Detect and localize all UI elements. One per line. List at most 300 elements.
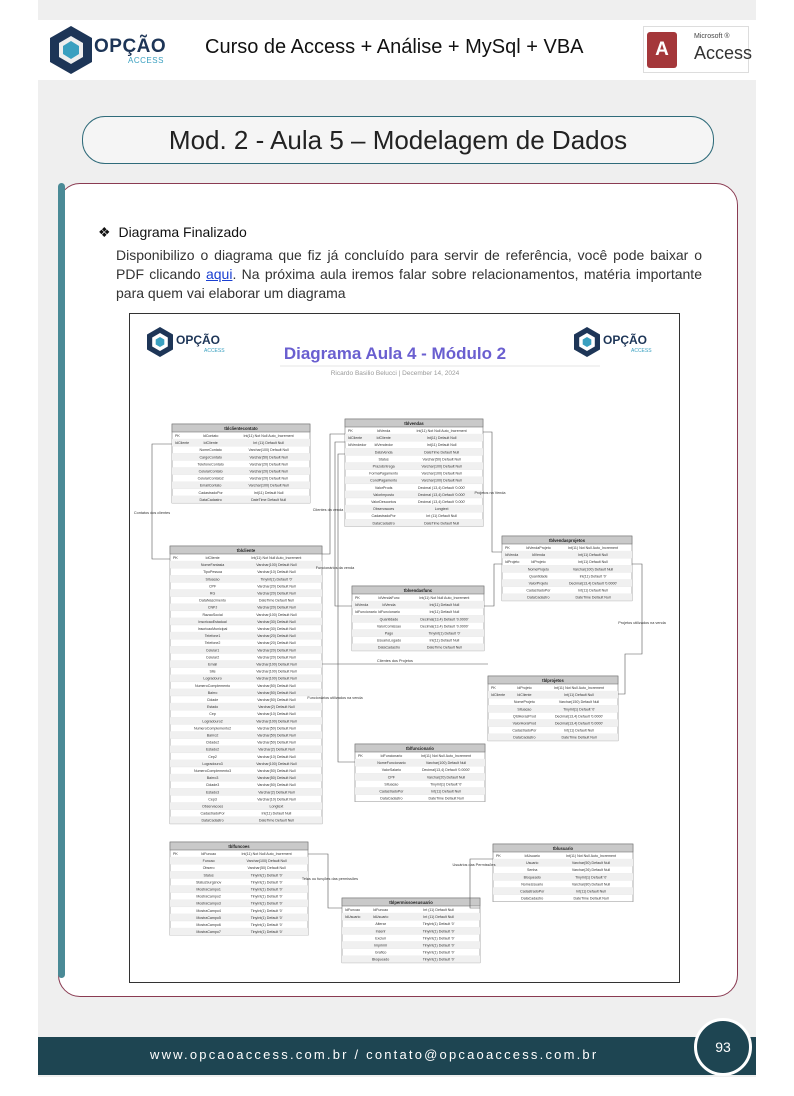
table-cell-type: Varchar(50) Default Null [257,783,296,788]
table-cell-field: IdVenda [377,429,391,433]
table-tblcliente [170,546,322,824]
table-cell-type: TinyInt(1) Default '0' [563,707,595,712]
table-cell-field: IdFuncionario [380,754,403,758]
table-cell-type: Varchar(10) Default Null [257,797,296,802]
table-cell-field: Cidade3 [205,783,220,788]
table-cell-type: Varchar(50) Default Null [257,690,296,695]
table-cell-field: Bairro [207,690,218,695]
table-cell-type: Varchar(100) Default Null [248,483,289,488]
table-cell-field: IdUsuario [372,915,389,920]
table-cell-field: Cep2 [208,754,217,759]
table-cell-field: IdVendaFunc [378,596,400,600]
table-cell-type: TinyInt(1) Default '0' [422,943,455,948]
paragraph-text-after: . Na próxima aula iremos falar sobre relacionamentos, matéria importante para quem vai elaborar um diagrama [116,266,702,301]
relationship-label: Funcionários da venda [315,566,355,570]
table-cell-type: TinyInt(1) Default '0' [250,901,283,906]
table-row-bg [170,732,322,739]
table-cell-type: Varchar(50) Default Null [257,683,296,688]
table-cell-field: CadastradoPor [520,889,545,894]
table-cell-key: IdUsuario [345,915,361,920]
table-cell-field: CargoContato [199,455,222,460]
table-cell-type: TinyInt(1) Default '0' [250,930,283,935]
table-row-bg [170,661,322,668]
table-cell-type: DateTime Default Null [251,497,287,502]
table-cell-field: ValorDescontos [371,500,397,504]
table-title-tblvendasprojetos: tblvendasprojetos [548,538,586,543]
table-cell-field: Bairro2 [206,733,219,738]
table-cell-field: DataCadastro [380,796,403,801]
table-cell-field: Status [378,457,389,462]
table-cell-type: TinyInt(1) Default '0' [428,631,461,636]
relationship-label: Usuários das Permissões [452,863,496,867]
table-cell-type: Decimal (13,4) Default '0.000' [418,492,466,497]
table-cell-type: DateTime Default Null [258,818,294,823]
table-cell-type: Int(11) Default Null [426,443,457,448]
table-row-bg [345,463,483,470]
page-number: 93 [694,1018,752,1076]
table-cell-field: ValorProds [374,485,393,490]
table-cell-type: Varchar(100) Default Null [256,676,297,681]
table-cell-field: Cidade2 [205,740,220,745]
download-pdf-link[interactable]: aqui [205,266,233,282]
table-cell-field: Funcao [202,859,215,864]
table-cell-field: CNPJ [207,605,218,610]
table-cell-field: Situacao [517,707,532,712]
table-cell-type: Varchar(50) Default Null [257,769,296,773]
diagram-brand-sub-left: ACCESS [204,348,225,354]
table-cell-field: Quantidade [379,617,399,622]
table-cell-field: Quantidade [529,574,548,579]
table-cell-field: IdVenda [382,603,396,608]
table-cell-field: IdUsuario [524,854,540,858]
er-diagram [130,314,679,982]
table-cell-type: Varchar(100) Default Null [248,448,289,453]
table-cell-type: Int (11) Default Null [253,441,284,446]
table-row-bg [172,482,310,489]
table-cell-type: Int(11) Not Null Auto_Increment [567,546,619,550]
table-row-bg [170,632,322,639]
table-cell-type: Decimal (13,4) Default '0.000' [418,500,466,504]
table-cell-type: Int(11) Default Null [429,638,460,643]
table-cell-type: Varchar(50) Default Null [257,740,296,745]
table-cell-type: Decimal(13,4) Default '0.0000' [421,768,471,773]
table-row-bg [172,453,310,460]
table-cell-field: CadastradoPor [379,789,404,794]
table-cell-field: Status [203,873,214,878]
table-cell-field: IdFuncao [201,852,217,856]
table-cell-field: Bloqueado [372,957,390,962]
table-cell-field: MostraCampo2 [196,894,221,899]
table-cell-type: TinyInt(1) Default '0' [422,957,455,962]
card-accent-bar [58,183,65,978]
table-cell-type: Varchar(20) Default Null [426,775,466,780]
relationship-line [308,854,342,908]
table-cell-type: Varchar(50) Default Null [257,733,296,738]
diamond-bullet-icon: ❖ [98,224,111,240]
table-cell-type: Int(11) Default Null [564,728,594,733]
table-row-bg [502,594,632,601]
table-cell-type: Varchar(100) Default Null [256,669,297,674]
table-row-bg [342,956,480,963]
table-row-bg [170,857,308,864]
table-cell-type: Varchar(2) Default Null [258,747,295,752]
table-cell-type: Int(11) Not Null Auto_Increment [243,434,294,438]
table-row-bg [170,717,322,724]
table-cell-type: Varchar(50) Default Null [422,457,461,462]
diagram-brand-left: OPÇÃO [176,333,221,347]
paragraph-text-before: Disponibilizo o diagrama que fiz já concluído para servir de referência, você pode baixar o PDF clicando [116,247,702,282]
table-cell-type: Int(11) Not Null Auto_Increment [553,686,605,690]
table-row-bg [352,644,484,651]
table-cell-field: Alterar [375,922,386,927]
table-cell-field: Cidade [206,698,219,702]
table-cell-key: IdCliente [175,441,190,446]
table-cell-key: IdVenda [505,553,519,558]
table-cell-field: CelularContato [198,469,223,474]
section-heading [98,224,247,241]
table-cell-key: PK [173,852,178,856]
table-row-bg [355,773,485,780]
brand-name: OPÇÃO [94,36,167,57]
table-cell-field: Estado3 [205,790,220,795]
table-cell-field: MostraCampo6 [196,923,221,927]
table-cell-field: Celular1 [205,648,220,653]
table-cell-key: IdFuncao [345,908,360,912]
table-cell-field: Logradouro2 [202,719,223,724]
table-row-bg [172,496,310,503]
table-cell-field: Estado2 [205,747,220,752]
table-cell-field: Imprimir [374,943,388,948]
table-cell-type: TinyInt(1) Default '0' [430,782,462,787]
table-cell-field: ValorHoraProd [512,721,537,726]
section-paragraph [116,246,702,303]
table-cell-field: Excluir [375,936,387,941]
table-cell-type: Varchar(20) Default Null [249,469,288,474]
section-heading-label: Diagrama Finalizado [118,224,247,240]
table-row-bg [342,927,480,934]
table-cell-type: Varchar(30) Default Null [257,627,296,631]
relationship-label: Funcionários utilizados na venda [307,696,363,700]
table-cell-field: Logradouro [203,676,222,681]
table-cell-field: PrazoEntrega [372,464,395,469]
table-cell-field: Situacao [384,782,399,787]
table-cell-type: Varchar(20) Default Null [257,655,296,660]
table-row-bg [170,817,322,824]
table-cell-field: CadastradoPor [512,728,537,733]
table-cell-type: Varchar(20) Default Null [257,634,296,639]
table-cell-field: EmailContato [199,483,222,488]
table-cell-field: IdFuncionario [378,610,400,615]
table-row-bg [488,691,618,698]
table-cell-type: Int(11) Not Null Auto_Increment [419,596,470,600]
table-cell-field: TelefoneContato [197,462,224,467]
table-cell-key: IdFuncionario [355,610,377,615]
table-row-bg [170,746,322,753]
table-cell-field: ValorProjeto [528,581,549,586]
table-row-bg [352,630,484,637]
table-cell-field: DataNascimento [199,598,226,603]
table-cell-field: IdCliente [205,556,220,560]
table-cell-field: IdProjeto [531,560,546,565]
table-cell-field: NomeUsuario [521,882,544,887]
table-cell-type: Decimal (13,4) Default '0.000' [418,485,466,490]
table-row-bg [170,561,322,568]
table-cell-field: DataCadastro [521,896,544,901]
table-cell-field: Pago [384,631,394,636]
table-cell-field: DataCadastro [372,521,395,526]
table-cell-type: Int(11) Default Null [426,436,457,441]
table-cell-field: CadastradoPor [371,514,396,519]
table-row-bg [172,439,310,446]
table-cell-field: Bairro3 [206,776,219,781]
table-cell-type: Varchar(20) Default Null [257,648,296,653]
table-cell-field: MostraCampo3 [196,901,221,906]
table-cell-type: Int(11) Default Null [429,610,460,615]
table-cell-type: Varchar(20) Default Null [257,605,296,610]
table-row-bg [488,734,618,741]
table-cell-type: DateTime Default Null [424,450,460,455]
table-cell-type: TinyInt(1) Default '0' [422,929,455,934]
table-cell-type: Int(11) Default Null [431,789,461,794]
table-row-bg [345,505,483,512]
table-cell-field: FormaPagamento [369,471,399,476]
table-cell-type: DateTime Default Null [428,796,464,801]
table-cell-field: Email [208,662,218,667]
table-cell-key: PK [358,754,363,758]
table-cell-type: Int(11) Not Null Auto_Increment [416,429,467,433]
table-cell-field: RazaoSocial [202,612,223,617]
table-cell-field: DataCadastro [527,595,550,600]
table-cell-field: NomeProjeto [527,567,549,572]
table-row-bg [345,448,483,455]
table-title-tblvendasfunc: tblvendasfunc [403,588,433,593]
table-cell-type: Varchar(20) Default Null [249,462,288,467]
table-cell-type: Int (11) Default Null [423,915,454,920]
diagram-brand-right: OPÇÃO [603,333,648,347]
table-row-bg [170,774,322,781]
table-cell-field: RG [209,591,216,596]
table-cell-type: DateTime Default Null [424,521,460,526]
table-title-tblfuncoes: tblfuncoes [228,844,250,849]
table-row-bg [170,689,322,696]
table-cell-field: NomeContato [199,448,222,453]
table-row-bg [342,942,480,949]
table-row-bg [170,886,308,893]
table-row-bg [493,873,633,880]
table-cell-field: MostraCampo4 [196,908,221,913]
table-cell-type: Varchar(30) Default Null [257,619,296,624]
table-cell-type: Int(11) Not Null Auto_Increment [251,556,302,560]
table-cell-type: Int(11) Default Null [576,889,606,894]
course-title: Curso de Access + Análise + MySql + VBA [205,36,584,58]
table-cell-type: DateTime Default Null [258,598,294,603]
table-cell-field: Cep [209,712,216,717]
table-row-bg [355,788,485,795]
table-cell-type: Int(11) Not Null Auto_Increment [420,754,472,758]
table-cell-type: Varchar(100) Default Null [246,859,287,864]
table-cell-type: Varchar(10) Default Null [257,570,296,575]
access-logo-name: Access [694,43,753,63]
table-cell-type: Longtext [269,804,284,809]
diagram-brand-sub-right: ACCESS [631,348,652,354]
table-cell-field: Cep3 [208,797,217,802]
table-cell-type: Longtext [434,507,449,512]
table-cell-type: Int(11) Not Null Auto_Increment [565,854,617,858]
table-title-tblcliente: tblcliente [236,548,256,553]
module-title: Mod. 2 - Aula 5 – Modelagem de Dados [82,116,714,164]
table-cell-field: CPF [208,584,217,589]
relationship-label: Telas ou funções das permissões [301,877,359,881]
table-cell-field: NomeFantasia [200,563,225,568]
table-cell-type: Varchar(2) Default Null [258,790,295,795]
table-cell-type: Int(11) Default '0' [579,574,607,579]
table-row-bg [170,646,322,653]
table-cell-field: Obsero [202,866,215,871]
table-cell-field: IdCliente [517,693,532,698]
table-cell-type: Int(11) Default Null [253,490,284,495]
table-cell-key: PK [173,556,178,560]
table-title-tblfuncionario: tblfuncionario [406,746,434,751]
table-cell-type: TinyInt(1) Default '0' [422,922,455,927]
table-cell-field: UsuarioLogado [376,638,402,643]
footer-contact: www.opcaoaccess.com.br / contato@opcaoaccess.com.br [150,1047,599,1062]
table-cell-type: DateTime Default Null [575,595,611,600]
table-cell-field: Grafico [374,950,387,955]
table-cell-type: Varchar(100) Default Null [572,567,614,572]
table-row-bg [493,859,633,866]
brand-subtitle: ACCESS [128,56,164,65]
table-cell-type: TinyInt(1) Default '0' [250,887,283,892]
table-cell-type: DateTime Default Null [573,896,609,901]
table-cell-key: IdProjeto [505,560,520,565]
table-cell-type: DateTime Default Null [426,645,462,650]
table-cell-field: CadastradoPor [200,811,225,816]
table-cell-field: ValorComissao [376,624,402,629]
table-cell-field: Senha [526,868,538,873]
relationship-label: Contatos dos clientes [133,511,171,515]
table-cell-type: Varchar(100) Default Null [425,761,467,766]
table-cell-type: Varchar(10) Default Null [257,712,296,717]
table-cell-type: TinyInt(1) Default '0' [250,915,283,920]
table-cell-key: PK [496,854,501,858]
table-cell-type: Varchar(100) Default Null [421,464,462,469]
table-title-tblprojetos: tblprojetos [542,678,564,683]
diagram-subtitle: Ricardo Basilio Belucci | December 14, 2024 [330,370,460,377]
table-cell-key: PK [348,429,353,433]
table-cell-type: TinyInt(1) Default '0' [260,577,293,582]
table-cell-field: IdProjeto [517,686,532,690]
table-cell-type: TinyInt(1) Default '0' [250,908,283,913]
table-cell-field: DataCadastro [377,645,401,650]
table-cell-field: NomeProjeto [513,700,535,705]
table-cell-type: Int(11) Default Null [578,588,608,593]
table-row-bg [342,913,480,920]
table-row-bg [502,551,632,558]
table-cell-field: IdContato [202,434,219,438]
table-cell-type: Varchar(2) Default Null [258,705,295,710]
table-cell-type: TinyInt(1) Default '0' [575,875,607,880]
table-cell-type: Decimal(13,4) Default '0.0000' [568,581,618,586]
table-cell-field: Logradouro3 [202,761,223,766]
access-logo-icon: A [647,32,677,68]
table-cell-type: Varchar(150) Default Null [558,700,600,705]
table-cell-type: Decimal(13,4) Default '0.0000' [554,721,604,726]
table-row-bg [170,788,322,795]
table-cell-type: Varchar(20) Default Null [257,641,296,646]
table-cell-field: Estado [206,705,219,710]
table-row-bg [170,760,322,767]
table-row-bg [170,928,308,935]
table-cell-field: IdVenda [531,553,546,558]
table-cell-type: Varchar(50) Default Null [571,861,611,866]
table-cell-field: ValorImposto [373,492,395,497]
table-cell-type: Varchar(100) Default Null [256,761,297,766]
table-row-bg [170,900,308,907]
table-row-bg [170,871,308,878]
table-cell-field: IdVendedor [374,443,393,448]
table-cell-type: Varchar(20) Default Null [249,476,288,481]
table-cell-field: Observacoes [373,507,395,512]
table-cell-type: TinyInt(1) Default '0' [422,950,455,955]
table-cell-type: Varchar(100) Default Null [256,719,297,724]
table-row-bg [170,604,322,611]
table-cell-type: Varchar(50) Default Null [257,698,296,702]
table-cell-field: Situacao [205,577,220,582]
table-cell-field: ValorSalario [381,768,402,773]
table-cell-key: PK [175,434,180,438]
table-cell-type: Varchar(26) Default Null [571,868,611,873]
table-row-bg [170,590,322,597]
table-cell-field: NumeroComplemento3 [193,769,232,773]
table-cell-type: TinyInt(1) Default '0' [250,880,283,885]
table-title-tblclientecontato: tblclientecontato [224,426,258,431]
table-cell-type: Int(11) Default Null [578,560,608,565]
table-cell-field: Inserir [375,929,386,934]
table-row-bg [488,705,618,712]
table-row-bg [170,675,322,682]
table-cell-field: Observacoes [201,804,224,809]
table-cell-field: QtdHorasProd [512,714,536,719]
table-cell-type: Int(11) Not Null Auto_Increment [241,852,292,856]
table-cell-field: IdCliente [203,441,218,446]
table-cell-field: Telefone1 [204,634,221,639]
table-cell-field: NomeFuncionario [377,761,406,766]
table-row-bg [172,468,310,475]
table-cell-field: NumeroComplemento2 [193,726,232,731]
diagram-image [129,313,680,983]
relationship-line [152,444,172,559]
table-cell-field: CPF [387,775,395,780]
table-cell-type: Int(11) Default Null [261,811,292,816]
table-row-bg [345,519,483,526]
table-cell-type: Varchar(50) Default Null [249,455,288,460]
table-cell-type: Decimal(13,4) Default '0.0000' [554,714,604,719]
table-cell-type: Varchar(50) Default Null [247,866,286,871]
table-title-tblusuario: tblusuario [552,846,574,851]
table-cell-key: IdCliente [491,693,506,698]
table-cell-type: TinyInt(1) Default '0' [250,894,283,899]
access-logo-ms: Microsoft ® [694,33,730,40]
table-cell-field: MostraCampo1 [196,887,221,892]
table-cell-type: Varchar(100) Default Null [256,612,297,617]
table-cell-type: Varchar(50) Default Null [257,776,296,781]
table-row-bg [170,575,322,582]
table-cell-field: NumeroComplemento [194,683,231,688]
table-cell-key: IdVendedor [348,443,367,448]
table-cell-type: Varchar(50) Default Null [257,726,296,731]
table-cell-field: InscricaoMunicipal [197,627,228,631]
relationship-line [322,434,345,554]
